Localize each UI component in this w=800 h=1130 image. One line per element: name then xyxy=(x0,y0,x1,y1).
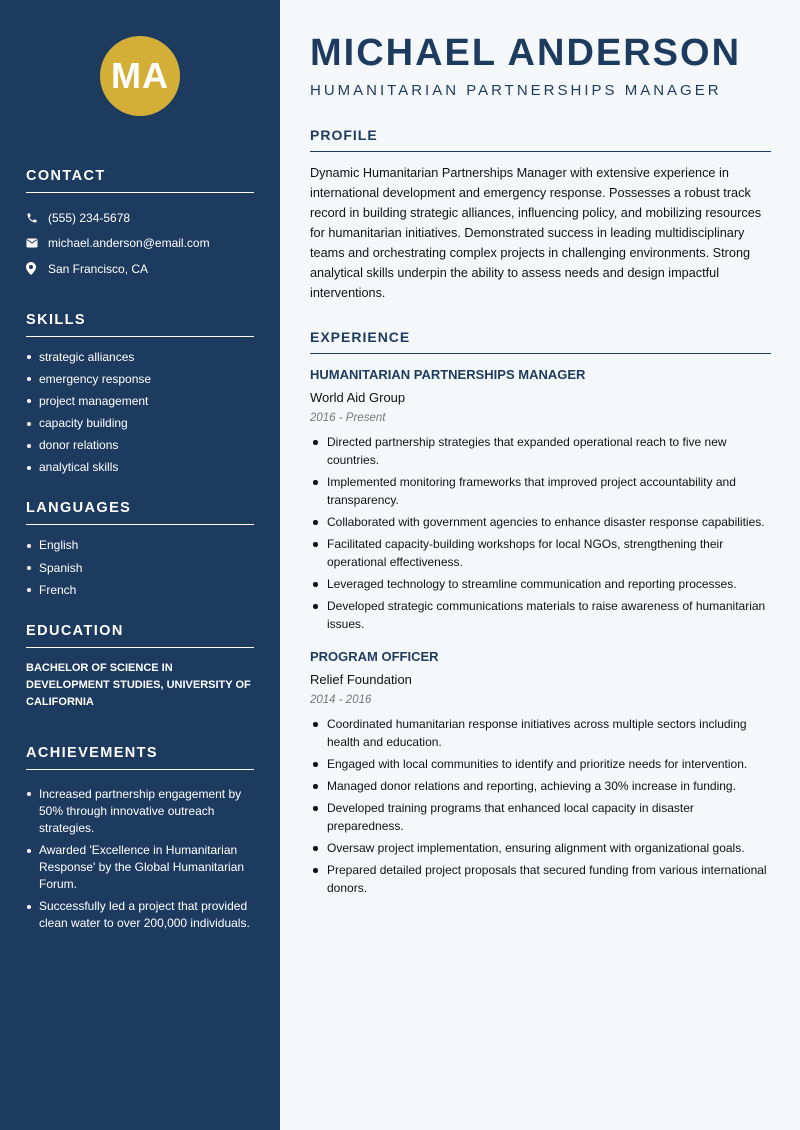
job-bullets xyxy=(310,715,771,897)
job-role: HUMANITARIAN PARTNERSHIPS MANAGER xyxy=(310,82,722,99)
achievement-item: Successfully led a project that provided clean water to over 200,000 individuals. xyxy=(26,898,254,932)
achievements-heading: ACHIEVEMENTS xyxy=(26,745,254,770)
contact-email xyxy=(26,231,254,257)
language-item: Spanish xyxy=(26,560,254,577)
achievements-section xyxy=(26,745,254,932)
location-text: San Francisco, CA xyxy=(48,261,149,276)
profile-text: Dynamic Humanitarian Partnerships Manager with extensive experience in international development and emergency response. Possesses a robust track record in building strategic alliances, influencing policy, and mobilizing resources for humanitarian initiatives. Demonstrated success in leading multidisciplinary teams and orchestrating complex projects in challenging environments. Strong analytical skills underpin the ability to assess needs and design impactful interventions. xyxy=(310,166,762,300)
skills-heading: SKILLS xyxy=(26,312,254,337)
achievement-item: Increased partnership engagement by 50% through innovative outreach strategies. xyxy=(26,786,254,837)
job-bullet: Coordinated humanitarian response initiatives across multiple sectors including health and education. xyxy=(310,715,771,751)
phone-icon xyxy=(26,212,48,224)
job-bullet: Prepared detailed project proposals that secured funding from various international donors. xyxy=(310,861,771,897)
job-bullet: Engaged with local communities to identify and prioritize needs for intervention. xyxy=(310,755,771,773)
skill-item: analytical skills xyxy=(26,459,254,476)
contact-section xyxy=(26,168,254,282)
degree-text: BACHELOR OF SCIENCE IN DEVELOPMENT STUDIES, UNIVERSITY OF CALIFORNIA xyxy=(26,661,251,708)
job-bullet: Managed donor relations and reporting, achieving a 30% increase in funding. xyxy=(310,777,771,795)
skill-item: capacity building xyxy=(26,415,254,432)
sidebar xyxy=(0,0,280,1130)
skills-list xyxy=(26,349,254,477)
job-title: HUMANITARIAN PARTNERSHIPS MANAGER xyxy=(310,367,586,382)
contact-location xyxy=(26,256,254,282)
job-title: PROGRAM OFFICER xyxy=(310,649,439,664)
job-bullet: Collaborated with government agencies to enhance disaster response capabilities. xyxy=(310,513,771,531)
job-bullet: Implemented monitoring frameworks that improved project accountability and transparency. xyxy=(310,473,771,509)
job-entry xyxy=(310,649,771,897)
phone-text: (555) 234-5678 xyxy=(48,210,131,225)
job-bullets xyxy=(310,433,771,633)
language-item: French xyxy=(26,582,254,599)
experience-heading: EXPERIENCE xyxy=(310,329,771,354)
contact-heading: CONTACT xyxy=(26,168,254,193)
job-bullet: Developed training programs that enhanced local capacity in disaster preparedness. xyxy=(310,799,771,835)
company-name: Relief Foundation xyxy=(310,672,412,687)
language-item: English xyxy=(26,537,254,554)
contact-phone xyxy=(26,205,254,231)
profile-heading: PROFILE xyxy=(310,127,771,152)
company-name: World Aid Group xyxy=(310,390,406,405)
education-heading: EDUCATION xyxy=(26,623,254,648)
avatar: MA xyxy=(100,36,180,116)
languages-list xyxy=(26,537,254,598)
job-bullet: Developed strategic communications materials to raise awareness of humanitarian issues. xyxy=(310,597,771,633)
person-name: MICHAEL ANDERSON xyxy=(310,32,742,74)
job-bullet: Leveraged technology to streamline communication and reporting processes. xyxy=(310,575,771,593)
skill-item: emergency response xyxy=(26,371,254,388)
education-section xyxy=(26,623,254,711)
skill-item: project management xyxy=(26,393,254,410)
email-icon xyxy=(26,238,48,248)
skill-item: strategic alliances xyxy=(26,349,254,366)
job-entry xyxy=(310,367,771,633)
location-pin-icon xyxy=(26,262,48,275)
skill-item: donor relations xyxy=(26,437,254,454)
job-dates: 2016 - Present xyxy=(310,412,386,424)
job-bullet: Facilitated capacity-building workshops for local NGOs, strengthening their operational effectiveness. xyxy=(310,535,771,571)
email-text: michael.anderson@email.com xyxy=(48,236,210,251)
languages-section xyxy=(26,500,254,598)
job-bullet: Directed partnership strategies that expanded operational reach to five new countries. xyxy=(310,433,771,469)
languages-heading: LANGUAGES xyxy=(26,500,254,525)
job-dates: 2014 - 2016 xyxy=(310,694,372,706)
achievement-item: Awarded 'Excellence in Humanitarian Response' by the Global Humanitarian Forum. xyxy=(26,842,254,893)
main-content xyxy=(280,0,800,1130)
skills-section xyxy=(26,312,254,477)
job-bullet: Oversaw project implementation, ensuring alignment with organizational goals. xyxy=(310,839,771,857)
achievements-list xyxy=(26,786,254,932)
